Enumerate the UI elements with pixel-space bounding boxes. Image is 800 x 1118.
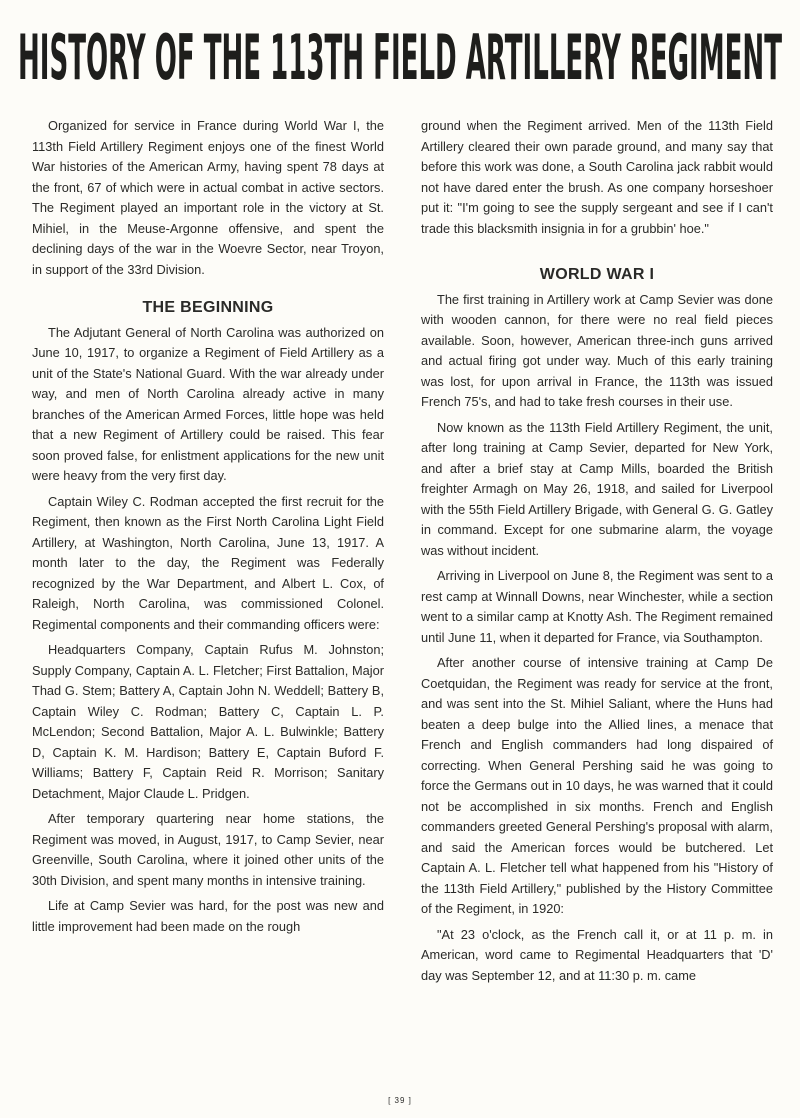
right-column <box>421 116 773 991</box>
section-heading-world-war-1: WORLD WAR I <box>539 266 655 283</box>
page-title-graphic <box>0 14 800 88</box>
ww1-paragraph-1: The first training in Artillery work at Camp Sevier was done with wooden cannon, for there were no real field pieces available. Soon, however, American three-inch guns arrived and actual firing got under way. Much of this early training was lost, for upon arrival in France, the 113th was issued French 75's, and had to take fresh courses in their use. <box>421 291 773 409</box>
beginning-paragraph-5: Life at Camp Sevier was hard, for the post was new and little improvement had been made on the rough <box>32 898 384 934</box>
section-heading-beginning: THE BEGINNING <box>142 299 274 316</box>
left-column <box>32 116 384 942</box>
beginning-paragraph-1: The Adjutant General of North Carolina was authorized on June 10, 1917, to organize a Regiment of Field Artillery as a unit of the State's National Guard. With the war already under way, and men of North Carolina already active in many branches of the American Armed Forces, little hope was held that a new Regiment of Artillery could be raised. This fear soon proved false, for enlistment applications for the new unit were heavy from the very first day. <box>32 324 384 483</box>
ww1-paragraph-2: Now known as the 113th Field Artillery Regiment, the unit, after long training at Camp Sevier, departed for New York, and after a brief stay at Camp Mills, boarded the British freighter Armagh on May 26, 1918, and sailed for Liverpool with the 55th Field Artillery Brigade, with General G. G. Gatley in command. Except for one submarine alarm, the voyage was without incident. <box>421 419 773 558</box>
ww1-paragraph-5: "At 23 o'clock, as the French call it, or at 11 p. m. in American, word came to Regimental Headquarters that 'D' day was September 12, and at 11:30 p. m. came <box>421 926 773 983</box>
continued-paragraph: ground when the Regiment arrived. Men of the 113th Field Artillery cleared their own parade ground, and many say that before this work was done, a South Carolina jack rabbit would not have dared enter the brush. As one company horseshoer put it: "I'm going to see the supply sergeant and see if I can't trade this blacksmith insignia in for a grubbin' hoe." <box>421 118 773 236</box>
page-title-text: HISTORY OF THE 113TH FIELD ARTILLERY REGIMENT <box>17 23 783 88</box>
page-title <box>0 14 800 88</box>
beginning-paragraph-2: Captain Wiley C. Rodman accepted the first recruit for the Regiment, then known as the First North Carolina Light Field Artillery, at Washington, North Carolina, June 13, 1917. A month later to the day, the Regiment was Federally recognized by the War Department, and Albert L. Cox, of Raleigh, North Carolina, was commissioned Colonel. Regimental components and their commanding officers were: <box>32 493 384 632</box>
ww1-paragraph-4: After another course of intensive training at Camp De Coetquidan, the Regiment was ready for service at the front, and was sent into the St. Mihiel Saliant, where the Huns had beaten a deep bulge into the Allied lines, a menace that French and English commanders had long dispaired of correcting. When General Pershing said he was going to force the Germans out in 10 days, he was warned that it could not be accomplished in six months. French and English commanders greeted General Pershing's proposal with alarm, and said the American forces would be butchered. Let Captain A. L. Fletcher tell what happened from his "History of the 113th Field Artillery," published by the History Committee of the Regiment, in 1920: <box>421 655 773 916</box>
intro-paragraph: Organized for service in France during World War I, the 113th Field Artillery Regiment enjoys one of the finest World War histories of the American Army, having spent 78 days at the front, 67 of which were in actual combat in active sectors. The Regiment played an important role in the victory at St. Mihiel, in the Meuse-Argonne offensive, and spent the declining days of the war in the Woevre Sector, near Troyon, in support of the 33rd Division. <box>32 118 384 277</box>
beginning-paragraph-4: After temporary quartering near home stations, the Regiment was moved, in August, 1917, to Camp Sevier, near Greenville, South Carolina, where it joined other units of the 30th Division, and spent many months in intensive training. <box>32 811 384 888</box>
page-number: [ 39 ] <box>388 1096 412 1105</box>
ww1-paragraph-3: Arriving in Liverpool on June 8, the Regiment was sent to a rest camp at Winnall Downs, near Winchester, while a section went to a similar camp at Knotty Ash. The Regiment remained until June 11, when it departed for France, via Southampton. <box>421 568 773 645</box>
beginning-paragraph-3: Headquarters Company, Captain Rufus M. Johnston; Supply Company, Captain A. L. Fletcher; First Battalion, Major Thad G. Stem; Battery A, Captain John N. Weddell; Battery B, Captain Wiley C. Rodman; Battery C, Captain L. P. McLendon; Second Battalion, Major A. L. Bulwinkle; Battery D, Captain K. M. Hardison; Battery E, Captain Buford F. Williams; Battery F, Captain Reid R. Morrison; Sanitary Detachment, Major Claude L. Pridgen. <box>32 642 384 801</box>
